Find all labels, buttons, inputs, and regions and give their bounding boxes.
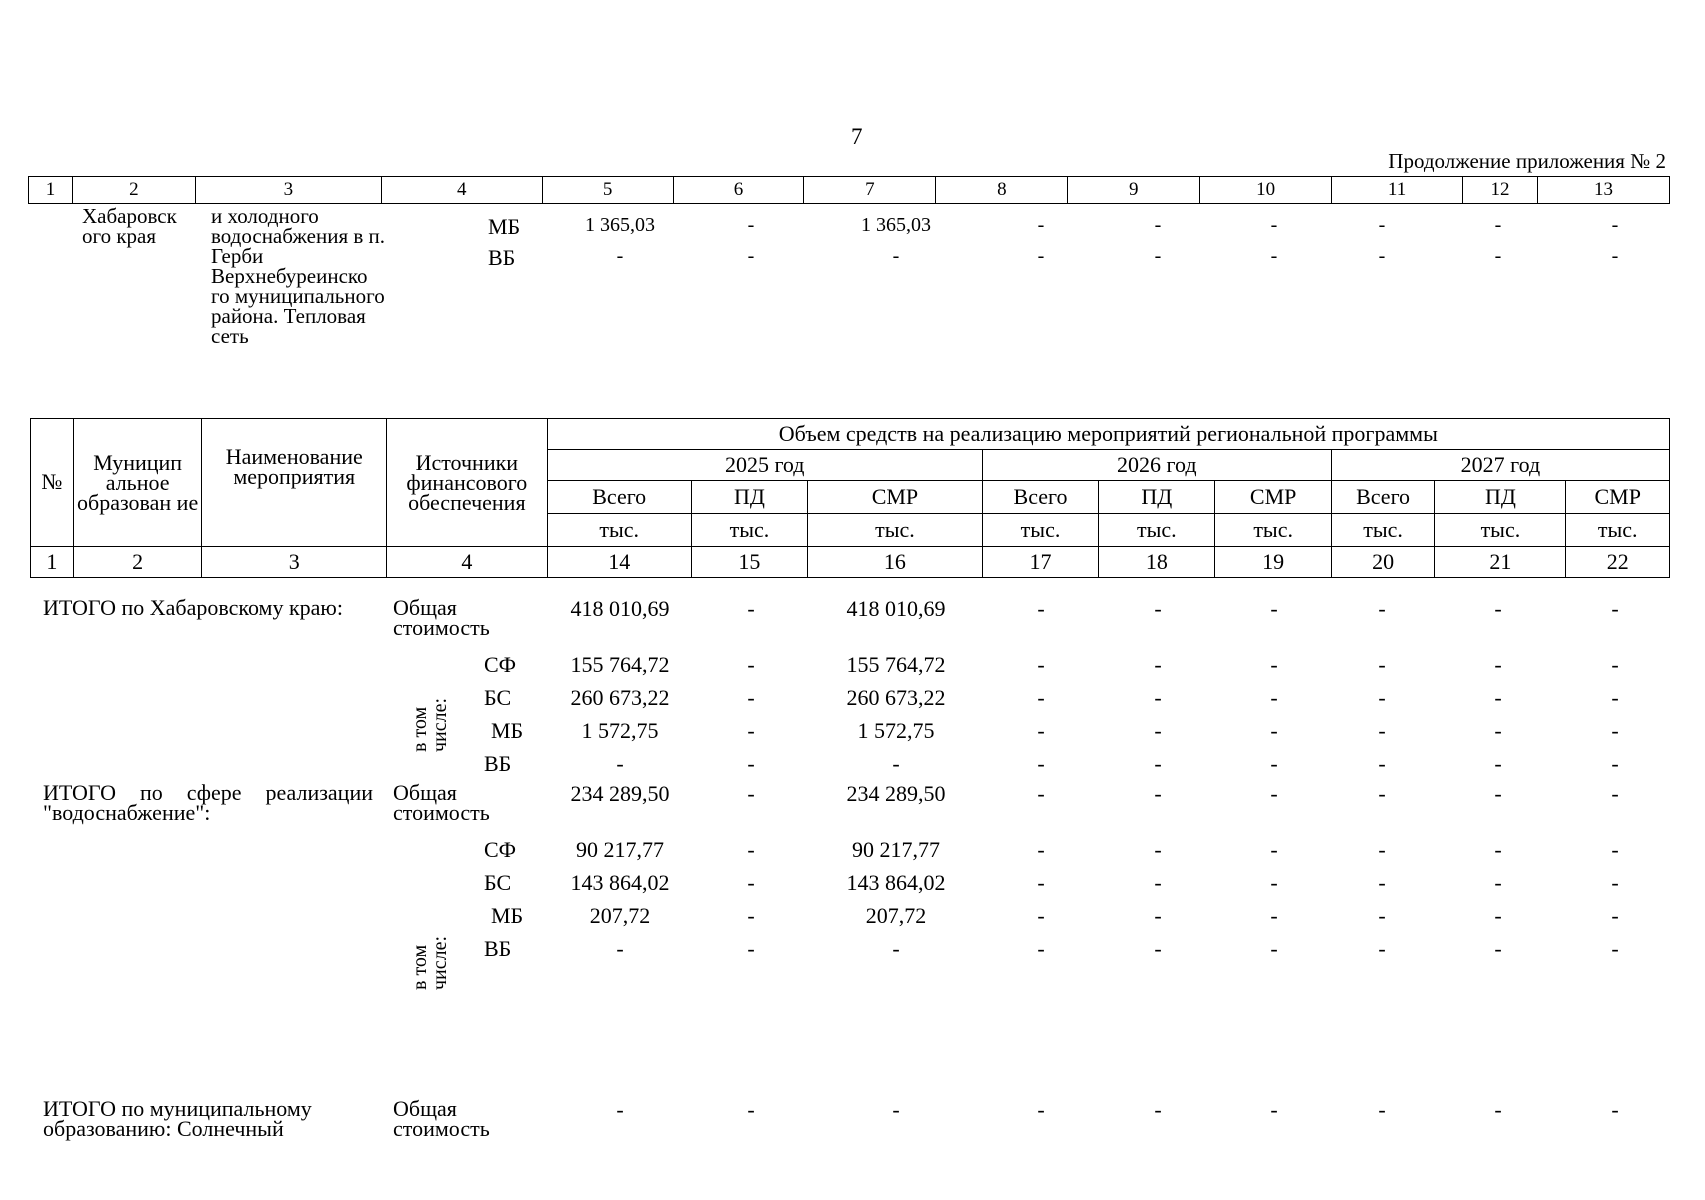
value-cell: 207,72 <box>589 903 651 928</box>
subcol-header: ПД <box>1435 481 1566 514</box>
subcol-header: СМР <box>1215 481 1331 514</box>
subcol-header: Всего <box>1331 481 1435 514</box>
value-cell: - <box>1270 652 1278 677</box>
value-cell: 143 864,02 <box>846 870 946 895</box>
total-value: 418 010,69 <box>846 596 946 621</box>
total-value: 418 010,69 <box>570 596 670 621</box>
column-number: 15 <box>691 547 807 578</box>
column-number: 18 <box>1099 547 1215 578</box>
value-cell: - <box>1611 652 1619 677</box>
value-cell: 90 217,77 <box>852 837 940 862</box>
total-value: - <box>1611 1097 1619 1122</box>
value-cell: - <box>1611 870 1619 895</box>
total-value: 234 289,50 <box>846 781 946 806</box>
total-label: Общая стоимость <box>393 595 490 640</box>
value-cell: - <box>1154 685 1162 710</box>
total-label: Общая стоимость <box>393 1096 490 1141</box>
value-cell: - <box>1037 837 1045 862</box>
table1-event: и холодного водоснабжения в п. Герби Верхнебуреинско го муниципального района. Тепловая сеть <box>211 204 386 348</box>
value-cell: - <box>1270 936 1278 961</box>
block-title: ИТОГО по сфере реализации "водоснабжение": <box>43 780 373 825</box>
value-cell: - <box>1378 652 1386 677</box>
total-value: - <box>892 1097 900 1122</box>
subcol-header: Всего <box>982 481 1098 514</box>
value-cell: - <box>1154 903 1162 928</box>
unit-cell: тыс. <box>1435 514 1566 547</box>
value-cell: - <box>1378 718 1386 743</box>
table1-col-number: 4 <box>381 177 542 204</box>
value-cell: - <box>1037 751 1045 776</box>
value-cell: - <box>1494 245 1502 267</box>
total-value: - <box>747 1097 755 1122</box>
unit-cell: тыс. <box>691 514 807 547</box>
total-value: - <box>747 596 755 621</box>
value-cell: - <box>1037 685 1045 710</box>
value-cell: - <box>747 652 755 677</box>
value-cell: - <box>1611 214 1619 236</box>
value-cell: - <box>1494 870 1502 895</box>
subcol-header: ПД <box>691 481 807 514</box>
value-cell: - <box>1494 751 1502 776</box>
value-cell: - <box>1154 214 1162 236</box>
unit-cell: тыс. <box>1215 514 1331 547</box>
col-no: № <box>31 419 74 547</box>
year-2025: 2025 год <box>547 450 982 481</box>
value-cell: - <box>1154 245 1162 267</box>
column-number: 21 <box>1435 547 1566 578</box>
value-cell: 207,72 <box>865 903 927 928</box>
column-number: 22 <box>1566 547 1670 578</box>
source-label: ВБ <box>488 245 516 270</box>
total-value: - <box>616 1097 624 1122</box>
source-label: БС <box>484 685 512 710</box>
value-cell: - <box>1037 245 1045 267</box>
page-number: 7 <box>851 124 863 149</box>
col-volume: Объем средств на реализацию мероприятий региональной программы <box>547 419 1669 450</box>
value-cell: - <box>1270 903 1278 928</box>
value-cell: - <box>1037 903 1045 928</box>
table1-municipality: Хабаровск ого края <box>82 204 177 248</box>
value-cell: - <box>1154 718 1162 743</box>
total-label: Общая стоимость <box>393 780 490 825</box>
unit-cell: тыс. <box>547 514 691 547</box>
unit-cell: тыс. <box>1331 514 1435 547</box>
value-cell: - <box>616 936 624 961</box>
total-value: - <box>747 781 755 806</box>
table1-col-number: 1 <box>29 177 73 204</box>
column-number: 16 <box>808 547 983 578</box>
value-cell: - <box>616 751 624 776</box>
value-cell: - <box>1037 718 1045 743</box>
total-value: - <box>1378 596 1386 621</box>
table1-col-number: 7 <box>804 177 936 204</box>
value-cell: - <box>1611 718 1619 743</box>
value-cell: - <box>1494 837 1502 862</box>
value-cell: - <box>1378 214 1386 236</box>
column-number: 17 <box>982 547 1098 578</box>
value-cell: - <box>1154 837 1162 862</box>
value-cell: 1 572,75 <box>857 718 935 743</box>
source-label: ВБ <box>484 936 512 961</box>
column-number: 3 <box>202 547 387 578</box>
total-value: - <box>1611 781 1619 806</box>
total-value: - <box>1611 596 1619 621</box>
value-cell: - <box>1037 214 1045 236</box>
value-cell: - <box>747 903 755 928</box>
total-value: - <box>1378 781 1386 806</box>
value-cell: - <box>1037 870 1045 895</box>
unit-cell: тыс. <box>808 514 983 547</box>
value-cell: - <box>1378 870 1386 895</box>
table1-header <box>28 176 1670 204</box>
value-cell: - <box>1611 685 1619 710</box>
column-number: 2 <box>73 547 202 578</box>
total-value: - <box>1037 1097 1045 1122</box>
total-value: - <box>1270 1097 1278 1122</box>
unit-cell: тыс. <box>1099 514 1215 547</box>
total-value: - <box>1270 596 1278 621</box>
total-value: - <box>1494 781 1502 806</box>
source-label: СФ <box>484 837 517 862</box>
source-label: БС <box>484 870 512 895</box>
value-cell: - <box>1378 245 1386 267</box>
table1-col-number: 2 <box>72 177 195 204</box>
value-cell: 1 365,03 <box>861 214 931 236</box>
value-cell: - <box>1494 936 1502 961</box>
value-cell: - <box>1611 936 1619 961</box>
table1-col-number: 9 <box>1068 177 1200 204</box>
value-cell: 1 572,75 <box>581 718 659 743</box>
value-cell: 143 864,02 <box>570 870 670 895</box>
value-cell: - <box>1494 903 1502 928</box>
value-cell: - <box>1270 245 1278 267</box>
year-2026: 2026 год <box>982 450 1331 481</box>
value-cell: - <box>1270 685 1278 710</box>
total-value: - <box>1270 781 1278 806</box>
table2-header <box>30 418 1670 578</box>
value-cell: - <box>1494 685 1502 710</box>
value-cell: - <box>1270 870 1278 895</box>
value-cell: - <box>1270 837 1278 862</box>
value-cell: - <box>1378 837 1386 862</box>
table1-col-number: 12 <box>1463 177 1538 204</box>
value-cell: - <box>1154 751 1162 776</box>
value-cell: - <box>747 870 755 895</box>
value-cell: - <box>1611 837 1619 862</box>
value-cell: - <box>747 751 755 776</box>
value-cell: - <box>747 837 755 862</box>
column-number: 20 <box>1331 547 1435 578</box>
value-cell: 1 365,03 <box>585 214 655 236</box>
value-cell: - <box>747 214 755 236</box>
source-label: МБ <box>491 903 524 928</box>
unit-cell: тыс. <box>1566 514 1670 547</box>
source-label: ВБ <box>484 751 512 776</box>
value-cell: - <box>1378 903 1386 928</box>
table1-col-number: 8 <box>936 177 1068 204</box>
value-cell: - <box>1378 685 1386 710</box>
value-cell: - <box>747 936 755 961</box>
value-cell: - <box>1037 652 1045 677</box>
value-cell: - <box>1494 718 1502 743</box>
table1-col-number: 6 <box>673 177 804 204</box>
source-label: МБ <box>491 718 524 743</box>
column-number: 19 <box>1215 547 1331 578</box>
value-cell: - <box>892 245 900 267</box>
value-cell: - <box>892 751 900 776</box>
value-cell: - <box>1270 751 1278 776</box>
value-cell: - <box>747 245 755 267</box>
col-municipality: Муницип альное образован ие <box>73 419 202 547</box>
table1-col-number: 3 <box>195 177 381 204</box>
block-title: ИТОГО по муниципальному образованию: Солнечный <box>43 1096 312 1141</box>
column-number: 1 <box>31 547 74 578</box>
in-that-number-label: в том числе: <box>409 697 451 752</box>
value-cell: - <box>1154 870 1162 895</box>
total-value: - <box>1154 781 1162 806</box>
value-cell: - <box>1611 751 1619 776</box>
value-cell: - <box>1494 652 1502 677</box>
value-cell: - <box>1270 718 1278 743</box>
table1-col-number: 10 <box>1200 177 1332 204</box>
value-cell: - <box>1378 751 1386 776</box>
subcol-header: СМР <box>808 481 983 514</box>
year-2027: 2027 год <box>1331 450 1669 481</box>
block-title: ИТОГО по Хабаровскому краю: <box>43 595 343 620</box>
col-event: Наименование мероприятия <box>202 419 387 547</box>
subcol-header: Всего <box>547 481 691 514</box>
value-cell: - <box>1154 652 1162 677</box>
total-value: - <box>1378 1097 1386 1122</box>
total-value: - <box>1494 596 1502 621</box>
value-cell: - <box>892 936 900 961</box>
total-value: - <box>1154 596 1162 621</box>
value-cell: - <box>1378 936 1386 961</box>
value-cell: - <box>1270 214 1278 236</box>
total-value: - <box>1154 1097 1162 1122</box>
table1-col-number: 11 <box>1332 177 1463 204</box>
unit-cell: тыс. <box>982 514 1098 547</box>
value-cell: 155 764,72 <box>570 652 670 677</box>
source-label: СФ <box>484 652 517 677</box>
table1-col-number: 13 <box>1537 177 1669 204</box>
column-number: 4 <box>387 547 548 578</box>
source-label: МБ <box>488 214 521 239</box>
value-cell: - <box>1611 245 1619 267</box>
column-number: 14 <box>547 547 691 578</box>
value-cell: - <box>1611 903 1619 928</box>
value-cell: 260 673,22 <box>846 685 946 710</box>
value-cell: 155 764,72 <box>846 652 946 677</box>
table1-col-number: 5 <box>542 177 673 204</box>
in-that-number-label: в том числе: <box>409 935 451 990</box>
subcol-header: СМР <box>1566 481 1670 514</box>
total-value: 234 289,50 <box>570 781 670 806</box>
total-value: - <box>1037 596 1045 621</box>
value-cell: - <box>616 245 624 267</box>
col-sources: Источники финансового обеспечения <box>387 419 548 547</box>
value-cell: - <box>747 685 755 710</box>
value-cell: 260 673,22 <box>570 685 670 710</box>
value-cell: - <box>747 718 755 743</box>
total-value: - <box>1494 1097 1502 1122</box>
value-cell: - <box>1037 936 1045 961</box>
value-cell: - <box>1154 936 1162 961</box>
continuation-label: Продолжение приложения № 2 <box>1388 149 1666 173</box>
value-cell: - <box>1494 214 1502 236</box>
total-value: - <box>1037 781 1045 806</box>
subcol-header: ПД <box>1099 481 1215 514</box>
value-cell: 90 217,77 <box>576 837 664 862</box>
